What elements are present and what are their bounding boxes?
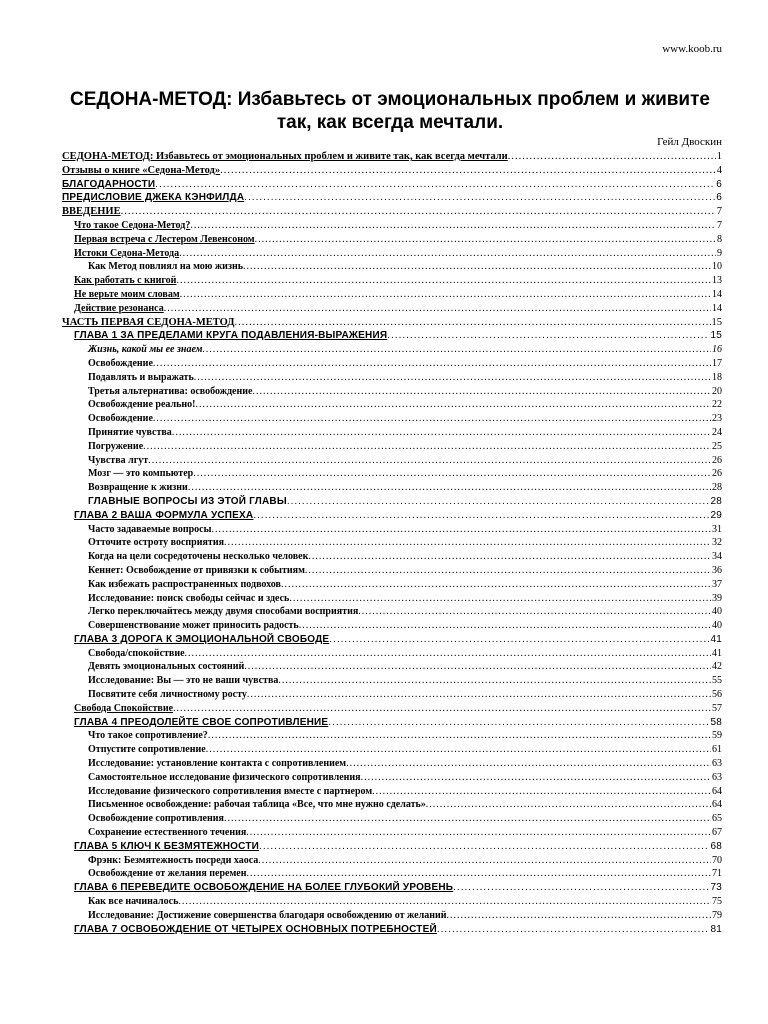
toc-page-number: 41 (710, 633, 722, 645)
toc-entry[interactable] (62, 854, 722, 868)
toc-entry[interactable] (62, 357, 722, 371)
toc-entry[interactable] (62, 909, 722, 923)
toc-leader-dots (246, 826, 711, 840)
toc-page-number: 64 (712, 799, 722, 811)
toc-entry[interactable] (62, 191, 722, 205)
toc-page-number: 55 (712, 675, 722, 687)
toc-page-number: 70 (712, 854, 722, 866)
toc-entry[interactable] (62, 812, 722, 826)
toc-leader-dots (259, 840, 709, 854)
toc-entry[interactable] (62, 881, 722, 895)
toc-page-number: 40 (712, 620, 722, 632)
toc-page-number: 56 (712, 689, 722, 701)
toc-entry-title[interactable]: Совершенствование может приносить радость (88, 620, 299, 632)
toc-entry-title[interactable]: Самостоятельное исследование физического сопротивления (88, 771, 361, 783)
toc-leader-dots (246, 867, 711, 881)
toc-page-number: 67 (712, 827, 722, 839)
toc-page-number: 61 (712, 744, 722, 756)
toc-page-number: 59 (712, 730, 722, 742)
toc-leader-dots (447, 909, 711, 923)
toc-entry-title[interactable]: Погружение (88, 440, 144, 452)
toc-page-number: 40 (712, 606, 722, 618)
toc-entry-title[interactable]: Подавлять и выражать (88, 371, 194, 383)
toc-page-number: 14 (712, 302, 722, 314)
toc-leader-dots (153, 412, 711, 426)
toc-page-number: 71 (712, 868, 722, 880)
toc-leader-dots (508, 150, 716, 164)
toc-page-number: 39 (712, 592, 722, 604)
toc-entry[interactable] (62, 178, 722, 192)
toc-page-number: 63 (712, 771, 722, 783)
toc-entry-title[interactable]: Не верьте моим словам (74, 288, 180, 300)
toc-entry-title[interactable]: Как избежать распространенных подвохов (88, 578, 281, 590)
toc-entry[interactable] (62, 536, 722, 550)
toc-leader-dots (328, 716, 709, 730)
toc-entry[interactable] (62, 826, 722, 840)
toc-leader-dots (252, 385, 711, 399)
toc-page-number: 17 (712, 357, 722, 369)
toc-entry[interactable] (62, 785, 722, 799)
toc-entry-title[interactable]: Исследование физического сопротивления вместе с партнером (88, 785, 373, 797)
toc-leader-dots (387, 329, 709, 343)
toc-entry[interactable] (62, 647, 722, 661)
toc-entry-title[interactable]: Освобождение реально! (88, 399, 196, 411)
toc-entry-title[interactable]: ПРЕДИСЛОВИЕ ДЖЕКА КЭНФИЛДА (62, 192, 245, 204)
toc-entry[interactable] (62, 757, 722, 771)
toc-entry-title[interactable]: ВВЕДЕНИЕ (62, 206, 121, 218)
toc-leader-dots (346, 757, 711, 771)
toc-leader-dots (243, 260, 711, 274)
toc-entry-title[interactable]: ГЛАВНЫЕ ВОПРОСЫ ИЗ ЭТОЙ ГЛАВЫ (88, 495, 287, 507)
toc-leader-dots (178, 895, 711, 909)
toc-leader-dots (299, 619, 711, 633)
toc-page-number: 37 (712, 578, 722, 590)
toc-leader-dots (224, 812, 711, 826)
toc-entry[interactable] (62, 771, 722, 785)
toc-leader-dots (176, 274, 711, 288)
toc-entry-title[interactable]: Кеннет: Освобождение от привязки к событиям (88, 564, 305, 576)
toc-entry-title[interactable]: СЕДОНА-МЕТОД: Избавьтесь от эмоциональных проблем и живите так, как всегда мечтали (62, 151, 508, 162)
toc-entry-title[interactable]: Как все начиналось (88, 896, 179, 908)
table-of-contents (62, 150, 722, 936)
toc-leader-dots (453, 881, 709, 895)
toc-page-number: 10 (712, 261, 722, 273)
toc-entry[interactable] (62, 219, 722, 233)
toc-page-number: 20 (712, 385, 722, 397)
toc-leader-dots (281, 578, 711, 592)
toc-entry-title[interactable]: Фрэнк: Безмятежность посреди хаоса (88, 854, 259, 866)
toc-page-number: 8 (717, 233, 722, 245)
toc-page-number: 9 (717, 247, 722, 259)
toc-entry-title[interactable]: Освобождение (88, 413, 153, 425)
toc-page-number: 16 (712, 344, 722, 356)
toc-page-number: 79 (712, 909, 722, 921)
toc-leader-dots (188, 481, 711, 495)
toc-entry-title[interactable]: ГЛАВА 4 ПРЕОДОЛЕЙТЕ СВОЕ СОПРОТИВЛЕНИЕ (74, 716, 329, 728)
toc-page-number: 29 (710, 509, 722, 521)
site-url[interactable]: www.koob.ru (662, 43, 722, 55)
toc-entry-title[interactable]: ГЛАВА 1 ЗА ПРЕДЕЛАМИ КРУГА ПОДАВЛЕНИЯ-ВЫРАЖЕНИЯ (74, 330, 388, 342)
toc-leader-dots (180, 288, 711, 302)
toc-page-number: 75 (712, 896, 722, 908)
toc-entry[interactable] (62, 385, 722, 399)
toc-leader-dots (185, 647, 711, 661)
toc-leader-dots (361, 771, 711, 785)
toc-page-number: 28 (712, 482, 722, 494)
toc-leader-dots (155, 178, 715, 192)
toc-leader-dots (179, 247, 716, 261)
toc-page-number: 6 (716, 178, 722, 190)
toc-entry-title[interactable]: Что такое Седона-Метод? (74, 219, 191, 231)
toc-entry-title[interactable]: Часто задаваемые вопросы (88, 523, 212, 535)
toc-entry-title[interactable]: Сохранение естественного течения (88, 827, 247, 839)
document-title: СЕДОНА-МЕТОД: Избавьтесь от эмоциональных проблем и живите так, как всегда мечтали. (70, 89, 710, 133)
toc-leader-dots (153, 357, 711, 371)
toc-leader-dots (172, 426, 711, 440)
toc-entry-title[interactable]: ЧАСТЬ ПЕРВАЯ СЕДОНА-МЕТОД (62, 316, 235, 328)
toc-entry[interactable] (62, 260, 722, 274)
toc-entry-title[interactable]: Отпустите сопротивление (88, 744, 206, 756)
toc-leader-dots (305, 564, 711, 578)
toc-page-number: 22 (712, 399, 722, 411)
toc-leader-dots (173, 702, 711, 716)
toc-entry-title[interactable]: Исследование: Достижение совершенства благодаря освобождению от желаний (88, 909, 447, 921)
toc-page-number: 57 (712, 702, 722, 714)
toc-leader-dots (235, 316, 711, 330)
toc-entry[interactable] (62, 302, 722, 316)
toc-entry-title[interactable]: Чувства лгут (88, 454, 149, 466)
toc-entry-title[interactable]: Возвращение к жизни (88, 482, 188, 494)
toc-page-number: 7 (716, 206, 722, 218)
toc-page-number: 34 (712, 551, 722, 563)
toc-entry-title[interactable]: Свобода Спокойствие (74, 702, 174, 714)
toc-entry[interactable] (62, 288, 722, 302)
toc-entry[interactable] (62, 481, 722, 495)
toc-entry-title[interactable]: Отточите остроту восприятия (88, 537, 224, 549)
toc-entry[interactable] (62, 467, 722, 481)
toc-entry-title[interactable]: Посвятите себя личностному росту (88, 689, 247, 701)
toc-entry[interactable] (62, 633, 722, 647)
toc-entry-title[interactable]: Освобождение (88, 357, 153, 369)
toc-leader-dots (164, 302, 711, 316)
toc-entry-title[interactable]: Когда на цели сосредоточены несколько человек (88, 551, 309, 563)
toc-entry[interactable] (62, 743, 722, 757)
toc-page-number: 6 (716, 192, 722, 204)
toc-entry[interactable] (62, 605, 722, 619)
toc-entry[interactable] (62, 523, 722, 537)
toc-entry-title[interactable]: ГЛАВА 7 ОСВОБОЖДЕНИЕ ОТ ЧЕТЫРЕХ ОСНОВНЫХ ПОТРЕБНОСТЕЙ (74, 923, 437, 935)
toc-entry[interactable] (62, 426, 722, 440)
toc-entry[interactable] (62, 247, 722, 261)
toc-entry[interactable] (62, 688, 722, 702)
toc-leader-dots (308, 550, 711, 564)
toc-entry[interactable] (62, 674, 722, 688)
toc-entry[interactable] (62, 729, 722, 743)
toc-entry-title[interactable]: Свобода/спокойствие (88, 647, 185, 659)
toc-entry-title[interactable]: БЛАГОДАРНОСТИ (62, 178, 156, 190)
toc-leader-dots (220, 164, 716, 178)
toc-leader-dots (121, 205, 716, 219)
toc-page-number: 63 (712, 758, 722, 770)
toc-page-number: 1 (716, 151, 722, 162)
toc-entry-title[interactable]: Жизнь, какой мы ее знаем (88, 344, 203, 356)
toc-entry[interactable] (62, 550, 722, 564)
toc-page-number: 58 (710, 716, 722, 728)
toc-entry[interactable] (62, 412, 722, 426)
toc-page-number: 15 (710, 330, 722, 342)
toc-leader-dots (358, 605, 711, 619)
toc-page-number: 14 (712, 288, 722, 300)
toc-entry[interactable] (62, 578, 722, 592)
toc-page-number: 81 (710, 923, 722, 935)
toc-entry[interactable] (62, 495, 722, 509)
toc-entry[interactable] (62, 895, 722, 909)
toc-leader-dots (426, 798, 711, 812)
toc-entry-title[interactable]: ГЛАВА 5 КЛЮЧ К БЕЗМЯТЕЖНОСТИ (74, 840, 260, 852)
toc-entry[interactable] (62, 371, 722, 385)
toc-page-number: 68 (710, 840, 722, 852)
toc-page-number: 18 (712, 371, 722, 383)
toc-entry[interactable] (62, 867, 722, 881)
toc-entry[interactable] (62, 619, 722, 633)
toc-entry-title[interactable]: Как работать с книгой (74, 275, 177, 287)
toc-entry-title[interactable]: Девять эмоциональных состояний (88, 661, 245, 673)
toc-leader-dots (289, 592, 711, 606)
toc-page-number: 13 (712, 275, 722, 287)
toc-leader-dots (247, 688, 711, 702)
toc-leader-dots (194, 371, 711, 385)
toc-leader-dots (258, 854, 711, 868)
toc-leader-dots (208, 729, 711, 743)
toc-leader-dots (287, 495, 710, 509)
toc-entry[interactable] (62, 164, 722, 178)
toc-page-number: 26 (712, 468, 722, 480)
toc-page-number: 42 (712, 661, 722, 673)
toc-entry[interactable] (62, 592, 722, 606)
toc-entry[interactable] (62, 233, 722, 247)
toc-entry[interactable] (62, 274, 722, 288)
toc-leader-dots (329, 633, 709, 647)
toc-leader-dots (244, 191, 715, 205)
toc-page-number: 25 (712, 440, 722, 452)
toc-entry-title[interactable]: Действие резонанса (74, 302, 164, 314)
toc-leader-dots (253, 509, 709, 523)
toc-entry-title[interactable]: Освобождение от желания перемен (88, 868, 247, 880)
toc-page-number: 23 (712, 413, 722, 425)
toc-entry[interactable] (62, 702, 722, 716)
toc-entry[interactable] (62, 316, 722, 330)
toc-page-number: 7 (717, 219, 722, 231)
toc-leader-dots (195, 398, 711, 412)
toc-leader-dots (437, 923, 710, 937)
toc-leader-dots (372, 785, 711, 799)
toc-page-number: 15 (711, 316, 722, 328)
toc-leader-dots (255, 233, 716, 247)
toc-page-number: 28 (710, 495, 722, 507)
author-name: Гейл Двоскин (657, 136, 722, 148)
toc-entry-title[interactable]: Письменное освобождение: рабочая таблица «Все, что мне нужно сделать» (88, 799, 426, 811)
toc-entry-title[interactable]: Мозг — это компьютер (88, 468, 194, 480)
toc-entry[interactable] (62, 329, 722, 343)
toc-entry[interactable] (62, 205, 722, 219)
toc-entry[interactable] (62, 454, 722, 468)
toc-entry[interactable] (62, 343, 722, 357)
toc-leader-dots (143, 440, 711, 454)
toc-entry-title[interactable]: Исследование: поиск свободы сейчас и здесь (88, 592, 290, 604)
toc-entry-title[interactable]: Третья альтернатива: освобождение (88, 385, 253, 397)
toc-entry[interactable] (62, 440, 722, 454)
toc-page-number: 65 (712, 813, 722, 825)
toc-entry-title[interactable]: Освобождение сопротивления (88, 813, 224, 825)
toc-page-number: 36 (712, 564, 722, 576)
toc-page-number: 41 (712, 647, 722, 659)
toc-page-number: 4 (716, 164, 722, 176)
toc-entry[interactable] (62, 798, 722, 812)
toc-page-number: 73 (710, 882, 722, 894)
toc-entry-title[interactable]: ГЛАВА 6 ПЕРЕВЕДИТЕ ОСВОБОЖДЕНИЕ НА БОЛЕЕ ГЛУБОКИЙ УРОВЕНЬ (74, 882, 454, 894)
toc-page-number: 31 (712, 523, 722, 535)
toc-leader-dots (148, 454, 711, 468)
toc-entry-title[interactable]: Исследование: установление контакта с сопротивлением (88, 758, 347, 770)
toc-entry-title[interactable]: Как Метод повлиял на мою жизнь (88, 261, 244, 273)
toc-entry[interactable] (62, 923, 722, 937)
toc-entry[interactable] (62, 509, 722, 523)
toc-leader-dots (206, 743, 711, 757)
toc-entry[interactable] (62, 840, 722, 854)
toc-leader-dots (203, 343, 712, 357)
toc-entry-title[interactable]: Истоки Седона-Метода (74, 247, 180, 259)
toc-page-number: 64 (712, 785, 722, 797)
toc-entry[interactable] (62, 716, 722, 730)
toc-page-number: 26 (712, 454, 722, 466)
toc-leader-dots (193, 467, 711, 481)
toc-page-number: 32 (712, 537, 722, 549)
toc-entry[interactable] (62, 150, 722, 164)
toc-entry-title[interactable]: Отзывы о книге «Седона-Метод» (62, 164, 221, 176)
toc-entry-title[interactable]: Легко переключайтесь между двумя способами восприятия (88, 606, 359, 618)
toc-leader-dots (244, 660, 711, 674)
toc-leader-dots (278, 674, 711, 688)
toc-entry-title[interactable]: Первая встреча с Лестером Левенсоном (74, 233, 255, 245)
toc-entry-title[interactable]: ГЛАВА 3 ДОРОГА К ЭМОЦИОНАЛЬНОЙ СВОБОДЕ (74, 633, 330, 645)
toc-entry-title[interactable]: ГЛАВА 2 ВАША ФОРМУЛА УСПЕХА (74, 509, 254, 521)
toc-entry[interactable] (62, 660, 722, 674)
toc-entry[interactable] (62, 564, 722, 578)
toc-leader-dots (224, 536, 711, 550)
toc-entry[interactable] (62, 398, 722, 412)
toc-entry-title[interactable]: Что такое сопротивление? (88, 730, 208, 742)
toc-entry-title[interactable]: Принятие чувства (88, 426, 172, 438)
toc-leader-dots (190, 219, 716, 233)
toc-entry-title[interactable]: Исследование: Вы — это не ваши чувства (88, 675, 279, 687)
toc-leader-dots (211, 523, 711, 537)
toc-page-number: 24 (712, 426, 722, 438)
